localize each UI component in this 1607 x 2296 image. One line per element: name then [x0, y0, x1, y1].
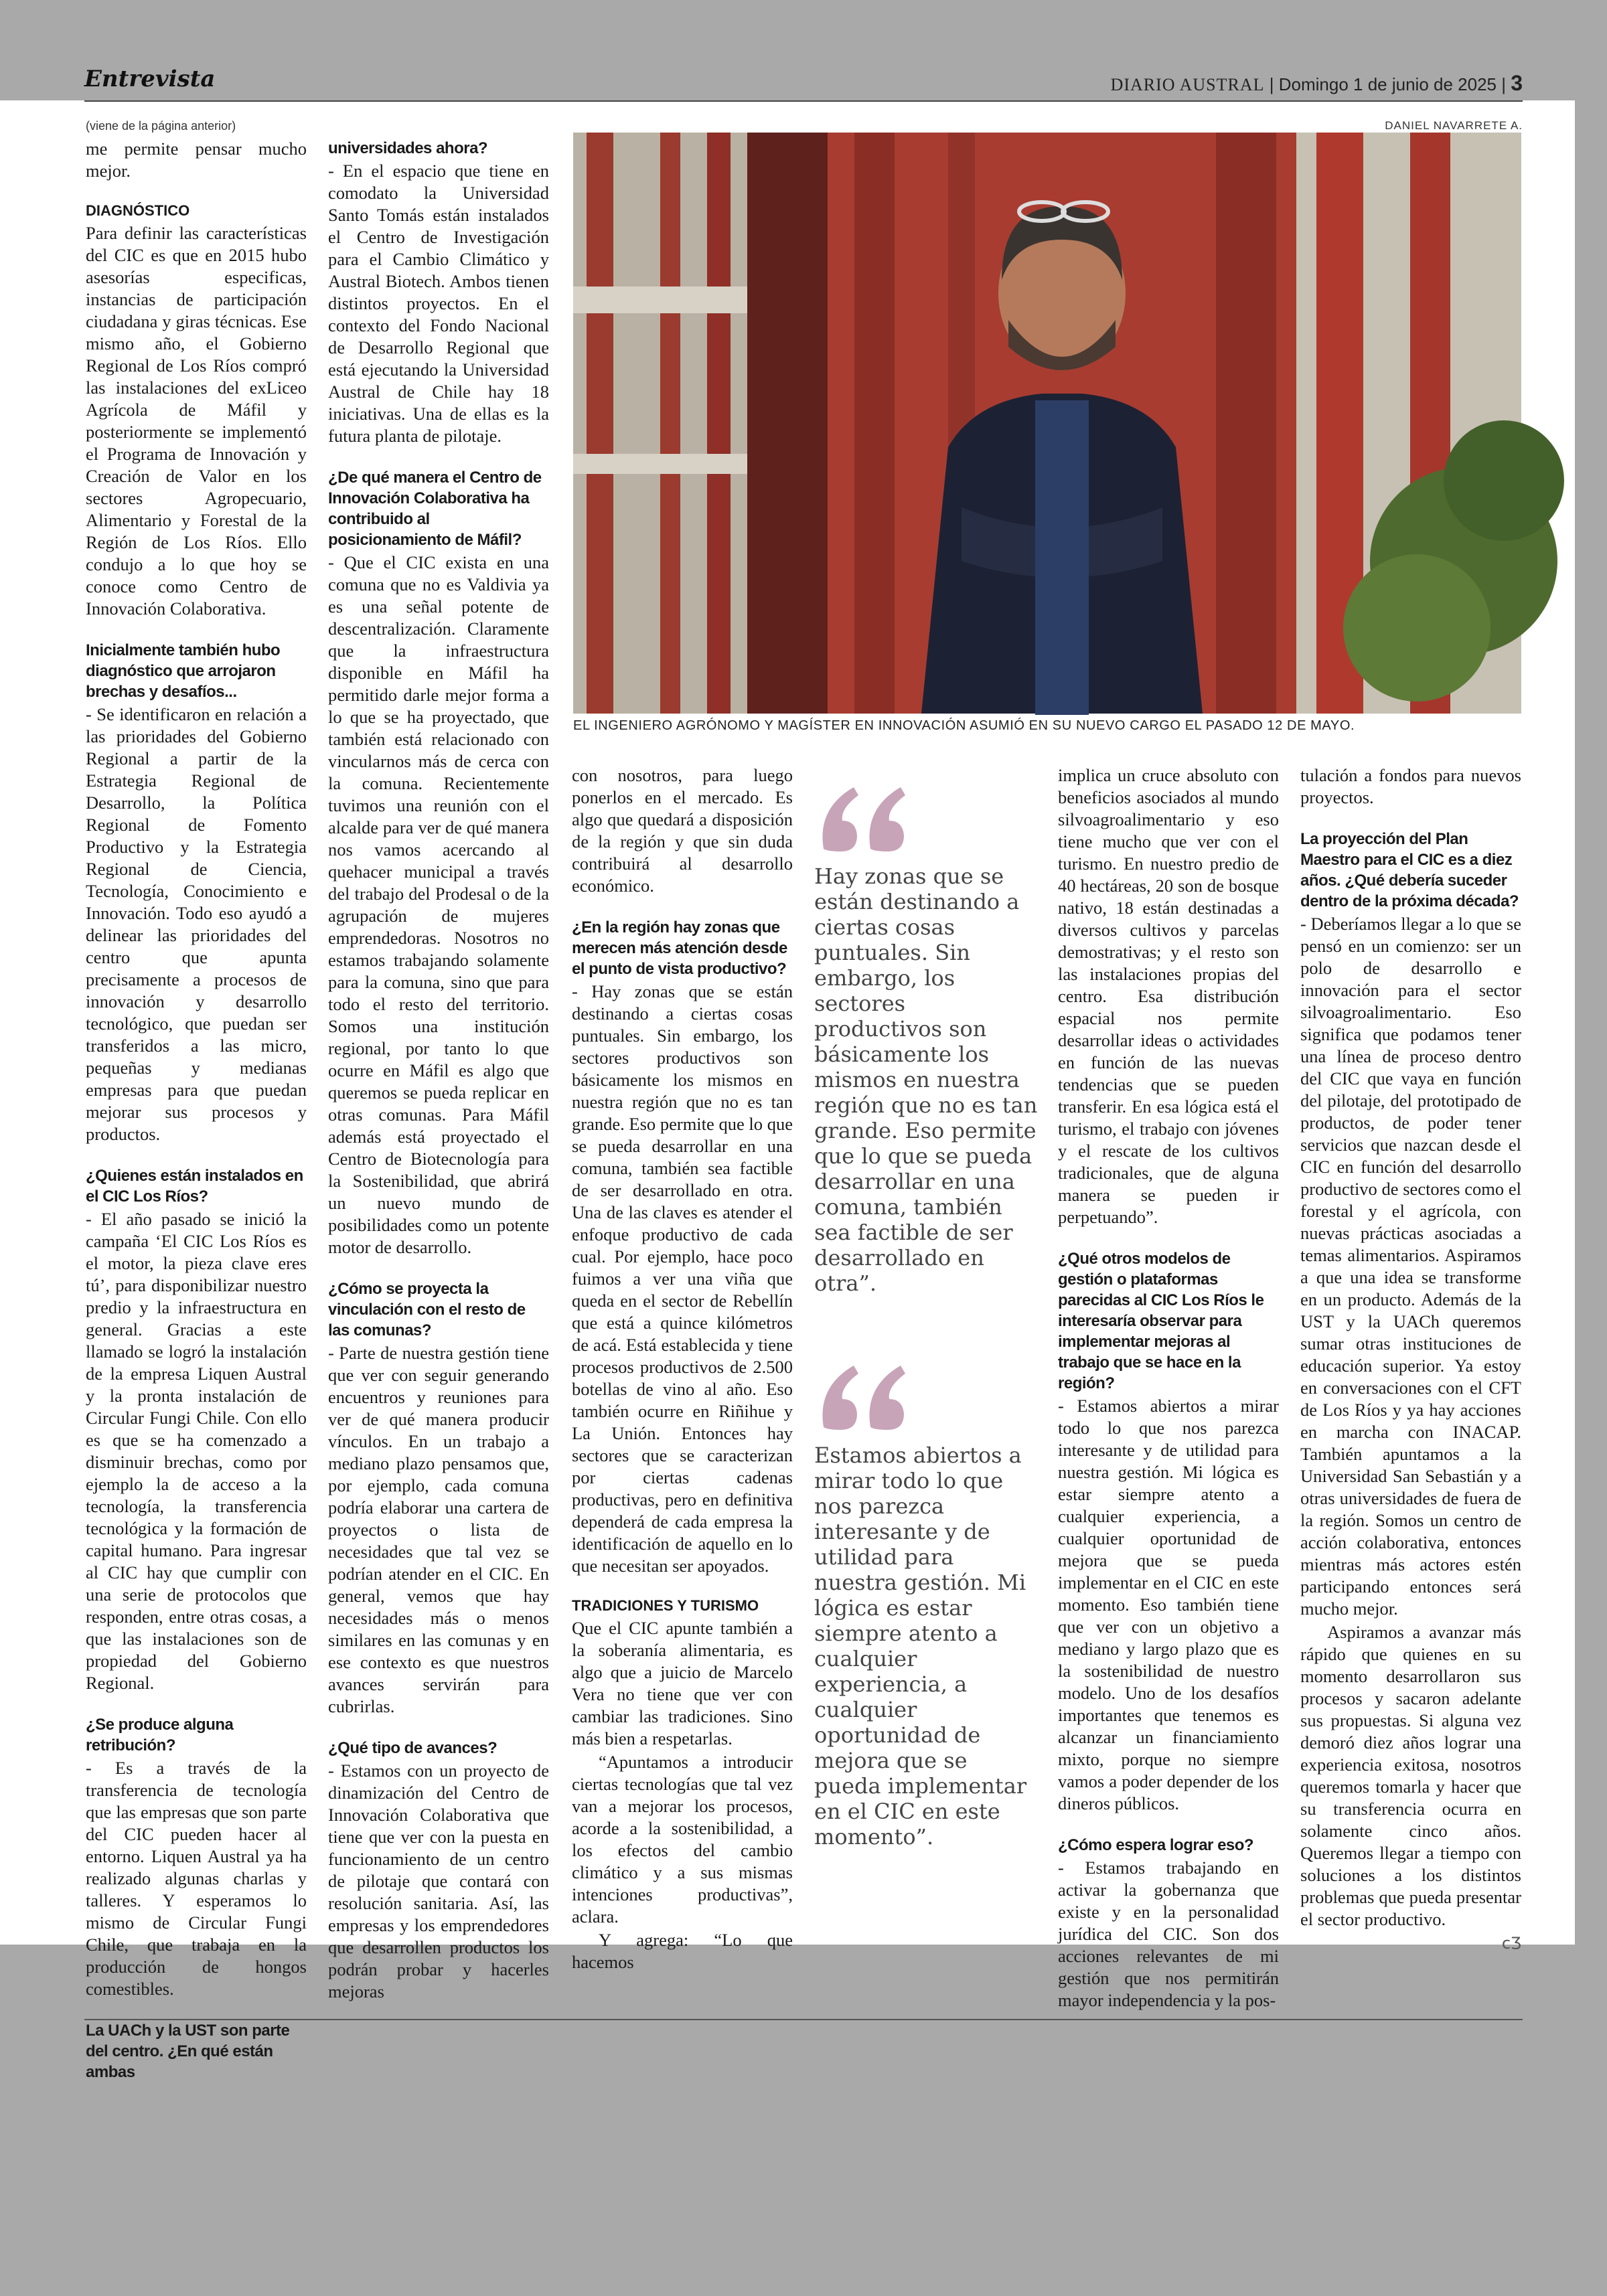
paragraph: implica un cruce absoluto con beneficios asociados al mundo silvoagroalimentario y eso tiene mucho que ver con el turismo. En nuestro predio de 40 hectáreas, 20 son de bosque nativo, 18 están destinadas a diversos cultivos y parcelas demostrativas; y el resto son las instalaciones propias del centro. Esa distribución espacial nos permite desarrollar ideas o actividades en función de las nuevas tendencias que se pueden transferir. En esa lógica está el turismo, el trabajo con jóvenes y el rescate de los cultivos tradicionales, que de alguna manera se pueden ir perpetuando”. [1058, 765, 1279, 1227]
column-1 [86, 138, 307, 2084]
answer: - Estamos trabajando en activar la gobernanza que existe y en la personalidad jurídica del CIC. Son dos acciones relevantes de mi gestión que nos permitirán mayor independencia y la pos- [1058, 1858, 1279, 2010]
quote-mark-icon [817, 782, 911, 855]
answer: - Estamos abiertos a mirar todo lo que nos parezca interesante y de utilidad para nuestra gestión. Mi lógica es estar siempre atento a cualquier experiencia, a cualquier oportunidad de mejora que se pueda implementar en el CIC en este momento. Eso también tiene que ver con un objetivo a mediano y largo plazo que es la sostenibilidad de nuestro modelo. Uno de los desafíos importantes que tenemos es alcanzar un financiamiento mixto, porque no siempre vamos a poder depender de los dineros públicos. [1058, 1396, 1279, 1813]
question: La UACh y la UST son parte del centro. ¿En qué están ambas [86, 2022, 290, 2081]
column-2 [328, 138, 549, 2004]
column-5 [1058, 764, 1279, 2013]
section-title: Entrevista [84, 66, 216, 92]
paragraph: Que el CIC apunte también a la soberanía alimentaria, es algo que a juicio de Marcelo Vera no tiene que ver con cambiar las tradiciones. Sino más bien a respetarlas. [572, 1618, 793, 1748]
question: ¿Cómo se proyecta la vinculación con el resto de las comunas? [328, 1280, 526, 1339]
pull-quote-2: Estamos abiertos a mirar todo lo que nos parezca interesante y de utilidad para nuestra gestión. Mi lógica es estar siempre atento a cualquier experiencia, a cualquier oportunidad de mejora que se pueda implementar en el CIC en este momento”. [814, 1443, 1027, 1850]
answer: - Que el CIC exista en una comuna que no es Valdivia ya es una señal potente de descentralización. Claramente que la infraestructura disponible en Máfil ha permitido darle mejor forma a lo que se ha proyectado, que también está relacionado con vincularnos más de cerca con la comuna. Recientemente tuvimos una reunión con el alcalde para ver de qué manera nos vamos acercando al quehacer municipal a través del trabajo del Prodesal o de la agrupación de mujeres emprendedoras. Nosotros no estamos trabajando solamente para la comuna, sino que para todo el resto del territorio. Somos una institución regional, por tanto lo que ocurre en Máfil es algo que queremos se pueda replicar en otras comunas. Para Máfil además está proyectado el Centro de Biotecnología para la Sostenibilidad, que abrirá un nuevo mundo de posibilidades como un potente motor de desarrollo. [328, 552, 549, 1257]
interview-photo [573, 133, 1521, 714]
page-header [84, 66, 1523, 99]
question: ¿De qué manera el Centro de Innovación Colaborativa ha contribuido al posicionamiento de Máfil? [328, 469, 542, 549]
answer: - Se identificaron en relación a las prioridades del Gobierno Regional a partir de la Estrategia Regional de Desarrollo, la Política Regional de Fomento Productivo y la Estrategia Regional de Ciencia, Tecnología, Conocimiento e Innovación. Todo eso ayudó a delinear las prioridades del centro que apunta precisamente a procesos de innovación y desarrollo tecnológico, que puedan ser transferidos a las micro, pequeñas y medianas empresas para que puedan mejorar sus procesos y productos. [86, 704, 307, 1144]
photo-credit: DANIEL NAVARRETE A. [1385, 119, 1523, 132]
answer: - Estamos con un proyecto de dinamización del Centro de Innovación Colaborativa que tiene que ver con la puesta en funcionamiento de un centro de pilotaje que contará con resolución sanitaria. Así, las empresas y los emprendedores que desarrollen productos los podrán probar y hacerles mejoras [328, 1760, 549, 2001]
question: ¿Cómo espera lograr eso? [1058, 1836, 1254, 1854]
end-of-article-icon: ᴄƷ [1501, 1934, 1521, 1953]
paragraph: Aspiramos a avanzar más rápido que quienes en su momento desarrollaron sus procesos y sacaron adelante sus propuestas. Si alguna vez demoró diez años lograr una experiencia exitosa, nosotros queremos tomarla y hacer que su transferencia ocurra en solamente cinco años. Queremos llegar a tiempo con soluciones a los distintos problemas que pueda presentar el sector productivo. [1300, 1622, 1521, 1929]
question: ¿Se produce alguna retribución? [86, 1716, 234, 1754]
subheading-diagnostico: DIAGNÓSTICO [86, 202, 190, 219]
newspaper-name: DIARIO AUSTRAL [1110, 75, 1265, 94]
paragraph: Para definir las características del CIC es que en 2015 hubo asesorías especificas, instancias de participación ciudadana y giras técnicas. Ese mismo año, el Gobierno Regional de Los Ríos compró las instalaciones del exLiceo Agrícola de Máfil y posteriormente se implementó el Programa de Innovación y Creación de Valor en los sectores Agropecuario, Alimentario y Forestal de la Región de Los Ríos. Ello condujo a lo que hoy se conoce como Centro de Innovación Colaborativa. [86, 223, 307, 619]
question: La proyección del Plan Maestro para el CIC es a diez años. ¿Qué debería suceder dentro de la próxima década? [1300, 830, 1519, 910]
question: ¿En la región hay zonas que merecen más atención desde el punto de vista productivo? [572, 918, 787, 978]
question: Inicialmente también hubo diagnóstico que arrojaron brechas y desafíos... [86, 641, 281, 701]
paragraph: con nosotros, para luego ponerlos en el mercado. Es algo que quedará a disposición de la región y que sin duda contribuirá al desarrollo económico. [572, 765, 793, 896]
masthead [1111, 71, 1523, 96]
quote-mark-icon [817, 1360, 911, 1434]
issue-date: | Domingo 1 de junio de 2025 | [1269, 74, 1506, 94]
continued-note: (viene de la página anterior) [86, 119, 236, 133]
answer: - Es a través de la transferencia de tecnología que las empresas que son parte del CIC pueden hacer al entorno. Liquen Austral ya ha realizado algunas charlas y talleres. Y esperamos lo mismo de Circular Fungi Chile, que trabaja en la producción de hongos comestibles. [86, 1758, 307, 1999]
question: ¿Qué tipo de avances? [328, 1739, 498, 1757]
question: ¿Qué otros modelos de gestión o plataformas parecidas al CIC Los Ríos le interesaría observar para implementar mejoras al trabajo que se hace en la región? [1058, 1250, 1264, 1392]
question: universidades ahora? [328, 139, 488, 157]
portrait-illustration [573, 133, 1521, 714]
answer: - En el espacio que tiene en comodato la Universidad Santo Tomás están instalados el Centro de Investigación para el Cambio Climático y Austral Biotech. Ambos tienen distintos proyectos. En el contexto del Fondo Nacional de Desarrollo Regional que está ejecutando la Universidad Austral de Chile hay 18 iniciativas. Una de ellas es la futura planta de pilotaje. [328, 161, 549, 446]
photo-caption: EL INGENIERO AGRÓNOMO Y MAGÍSTER EN INNOVACIÓN ASUMIÓ EN SU NUEVO CARGO EL PASADO 12 DE MAYO. [573, 718, 1355, 733]
paragraph: “Apuntamos a introducir ciertas tecnologías que tal vez van a mejorar los procesos, acorde a la sostenibilidad, a los efectos del cambio climático y a sus mismas intenciones productivas”, aclara. [572, 1752, 793, 1926]
header-rule [84, 100, 1523, 102]
answer: - Hay zonas que se están destinando a ciertas cosas puntuales. Sin embargo, los sectores productivos son básicamente los mismos en nuestra región que no es tan grande. Eso permite que lo que se pueda desarrollar en una comuna, también sea factible de ser desarrollado en otra. Una de las claves es atender el enfoque productivo de cada cual. Por ejemplo, hace poco fuimos a ver una viña que queda en el sector de Rebellín que está a quince kilómetros de acá. Está establecida y tiene procesos productivos de 2.500 botellas de vino al año. Eso también ocurre en Riñihue y La Unión. Entonces hay sectores que se caracterizan por ciertas cadenas productivas, pero en definitiva dependerá de cada empresa la identificación de aquello en lo que necesitan ser apoyados. [572, 981, 793, 1576]
answer: - Parte de nuestra gestión tiene que ver con seguir generando encuentros y reuniones para ver de qué manera producir vínculos. En un trabajo a mediano plazo pensamos que, por ejemplo, cada comuna podría elaborar una cartera de proyectos o lista de necesidades que tal vez se podrían atender en el CIC. En general, vemos que hay necesidades más o menos similares en las comunas y en ese contexto es que nuestros avances servirán para cubrirlas. [328, 1343, 549, 1716]
paragraph: tulación a fondos para nuevos proyectos. [1300, 765, 1521, 807]
answer: - El año pasado se inició la campaña ‘El CIC Los Ríos es el motor, la pieza clave eres tú’, para disponibilizar nuestro predio y la infraestructura en general. Gracias a este llamado se logró la instalación de la empresa Liquen Austral y la pronta instalación de Circular Fungi Chile. Con ello es que se ha comenzado a disminuir brechas, como por ejemplo la de acceso a la tecnología, la transferencia tecnológica y la formación de capital humano. Para ingresar al CIC hay que cumplir con una serie de protocolos que responden, entre otras cosas, a que las instalaciones son de propiedad del Gobierno Regional. [86, 1209, 307, 1693]
paragraph: me permite pensar mucho mejor. [86, 139, 307, 181]
answer: - Deberíamos llegar a lo que se pensó en un comienzo: ser un polo de desarrollo e innovación para el sector silvoagroalimentario. Eso significa que podamos tener una línea de proceso dentro del CIC que vaya en función del pilotaje, del prototipado de productos, de poder tener servicios que nazcan desde el CIC en función del desarrollo productivo de sectores como el forestal y el agrícola, con nuevas prácticas asociadas a temas alimentarios. Aspiramos a que una idea se transforme en un producto. Además de la UST y la UACh queremos sumar otras instituciones de educación superior. Ya estoy en conversaciones con el CFT de Los Ríos y ya hay acciones en marcha con INACAP. También apuntamos a la Universidad San Sebastián y a otras universidades de fuera de la región. Somos un centro de acción colaborativa, entonces mientras más actores estén participando entonces será mucho mejor. [1300, 914, 1521, 1619]
page-number: 3 [1511, 71, 1523, 95]
paragraph: Y agrega: “Lo que hacemos [572, 1930, 793, 1972]
column-3 [572, 764, 793, 1975]
column-6 [1300, 764, 1521, 1956]
bottom-rule [84, 2019, 1523, 2020]
subheading-tradiciones: TRADICIONES Y TURISMO [572, 1597, 759, 1614]
question: ¿Quienes están instalados en el CIC Los Ríos? [86, 1167, 303, 1206]
pull-quote-1: Hay zonas que se están destinando a ciertas cosas puntuales. Sin embargo, los sectores productivos son básicamente los mismos en nuestra región que no es tan grande. Eso permite que lo que se pueda desarrollar en una comuna, también sea factible de ser desarrollado en otra”. [814, 864, 1038, 1296]
